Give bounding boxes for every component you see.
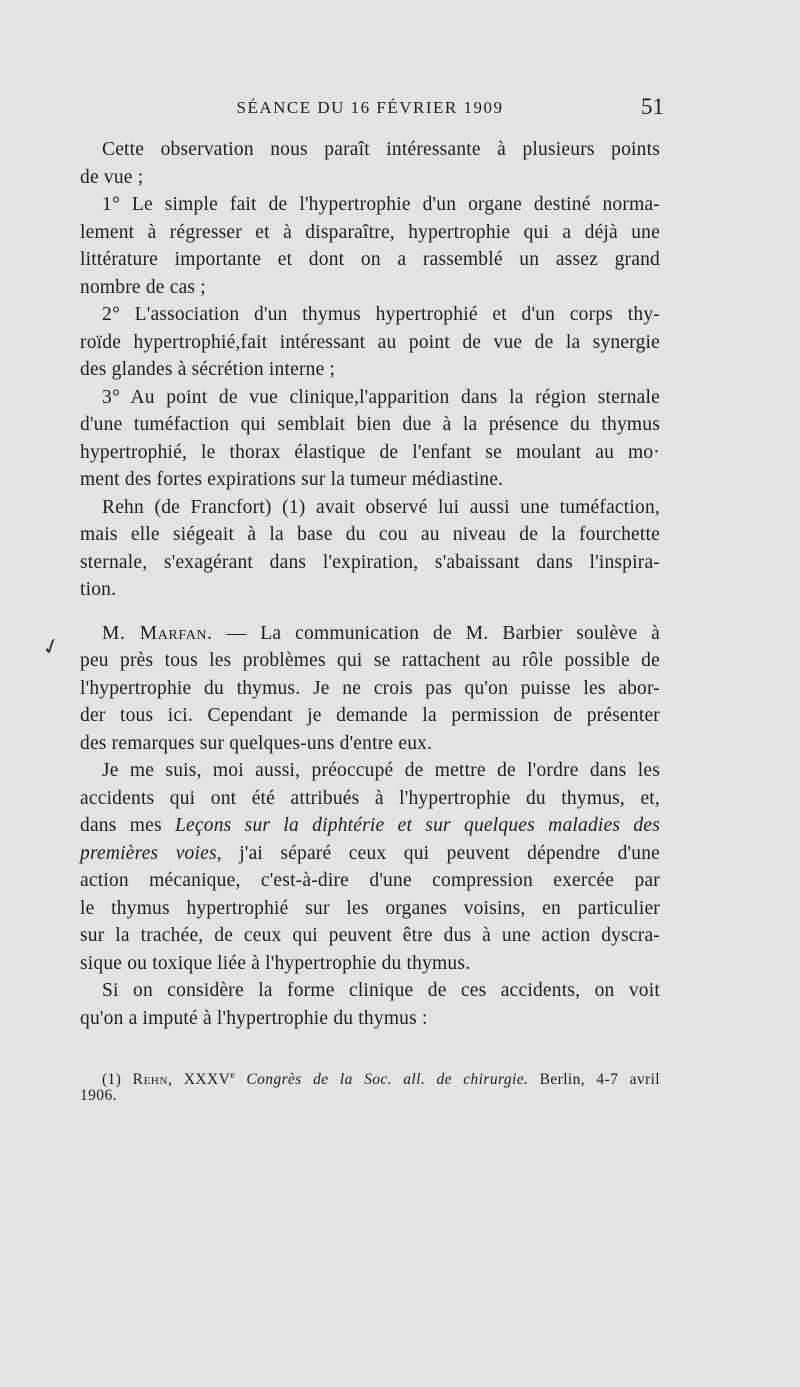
- paragraph-marfan-clinical: [80, 977, 660, 1032]
- text-line: ment des fortes expirations sur la tumeur médiastine.: [80, 469, 504, 490]
- footnote-place-date: Berlin, 4-7 avril: [539, 1071, 660, 1089]
- text-line: sur la trachée, de ceux qui peuvent être dus à une action dyscra-: [80, 925, 660, 946]
- text-line: [80, 840, 660, 868]
- text-line: des glandes à sécrétion interne ;: [80, 359, 336, 380]
- speaker-name: M. Marfan.: [102, 622, 213, 644]
- text-line: der tous ici. Cependant je demande la permission de présenter: [80, 705, 660, 726]
- text-line: l'hypertrophie du thymus. Je ne crois pas qu'on puisse les abor-: [80, 677, 660, 699]
- text-line: Je me suis, moi aussi, préoccupé de mettre de l'ordre dans les: [102, 760, 660, 781]
- em-dash: —: [226, 622, 247, 644]
- page-header: [80, 94, 664, 124]
- footnote-line: 1906.: [80, 1087, 117, 1104]
- text-line: Cette observation nous paraît intéressante à plusieurs points: [102, 139, 660, 160]
- text-line: [80, 620, 660, 648]
- book-title-italic: Leçons sur la diphtérie et sur quelques maladies des: [175, 815, 660, 836]
- book-title-italic: premières voies,: [80, 842, 222, 864]
- paragraph-rehn: [80, 494, 660, 604]
- main-text: [80, 136, 660, 1032]
- text-line: des remarques sur quelques-uns d'entre eux.: [80, 732, 433, 754]
- text-line: 3° Au point de vue clinique,l'apparition dans la région sternale: [102, 386, 660, 408]
- text-fragment: La communication de M. Barbier soulève à: [260, 622, 661, 644]
- text-line: Si on considère la forme clinique de ces accidents, on voit: [102, 980, 660, 1001]
- paragraph-point-3: [80, 384, 660, 494]
- text-line: tion.: [80, 579, 117, 600]
- text-line: Rehn (de Francfort) (1) avait observé lui aussi une tuméfaction,: [102, 496, 660, 518]
- footnote-line: [80, 1066, 660, 1089]
- paragraph-point-2: [80, 301, 660, 384]
- footnote-author: Rehn,: [132, 1071, 173, 1089]
- text-line: littérature importante et dont on a rassemblé un assez grand: [80, 249, 660, 270]
- text-line: peu près tous les problèmes qui se rattachent au rôle possible de: [80, 650, 660, 671]
- text-line: accidents qui ont été attribués à l'hypertrophie du thymus, et,: [80, 787, 660, 809]
- paragraph-marfan-lecons: [80, 757, 660, 977]
- text-line: sique ou toxique liée à l'hypertrophie du thymus.: [80, 952, 471, 974]
- footnote-title: Congrès de la Soc. all. de chirurgie.: [246, 1071, 529, 1089]
- text-line: 2° L'association d'un thymus hypertrophié et d'un corps thy-: [102, 304, 660, 325]
- text-line: action mécanique, c'est-à-dire d'une compression exercée par: [80, 870, 660, 891]
- text-line: nombre de cas ;: [80, 276, 206, 298]
- footnote-edition: XXXVe: [183, 1070, 236, 1089]
- paragraph-observation: [80, 136, 660, 191]
- footnote-marker: (1): [102, 1071, 122, 1089]
- running-title: SÉANCE DU 16 FÉVRIER 1909: [236, 98, 504, 117]
- text-fragment: j'ai séparé ceux qui peuvent dépendre d'une: [239, 842, 660, 864]
- paragraph-marfan-intro: [80, 620, 660, 758]
- text-line: roïde hypertrophié,fait intéressant au point de vue de la synergie: [80, 331, 660, 353]
- text-line: [80, 812, 660, 840]
- text-line: qu'on a imputé à l'hypertrophie du thymus :: [80, 1007, 428, 1029]
- footnote: [80, 1066, 660, 1106]
- margin-check-mark: ✓: [38, 631, 64, 662]
- page-number: 51: [641, 94, 664, 119]
- text-line: d'une tuméfaction qui semblait bien due à la présence du thymus: [80, 414, 660, 435]
- text-line: le thymus hypertrophié sur les organes voisins, en particulier: [80, 897, 660, 919]
- text-line: 1° Le simple fait de l'hypertrophie d'un organe destiné norma-: [102, 194, 660, 215]
- text-line: lement à régresser et à disparaître, hypertrophie qui a déjà une: [80, 221, 660, 243]
- paragraph-point-1: [80, 191, 660, 301]
- text-line: de vue ;: [80, 166, 144, 188]
- text-line: mais elle siégeait à la base du cou au niveau de la fourchette: [80, 524, 660, 545]
- text-line: sternale, s'exagérant dans l'expiration, s'abaissant dans l'inspira-: [80, 551, 660, 573]
- text-fragment: dans mes: [80, 815, 162, 836]
- text-line: hypertrophié, le thorax élastique de l'enfant se moulant au mo·: [80, 441, 660, 463]
